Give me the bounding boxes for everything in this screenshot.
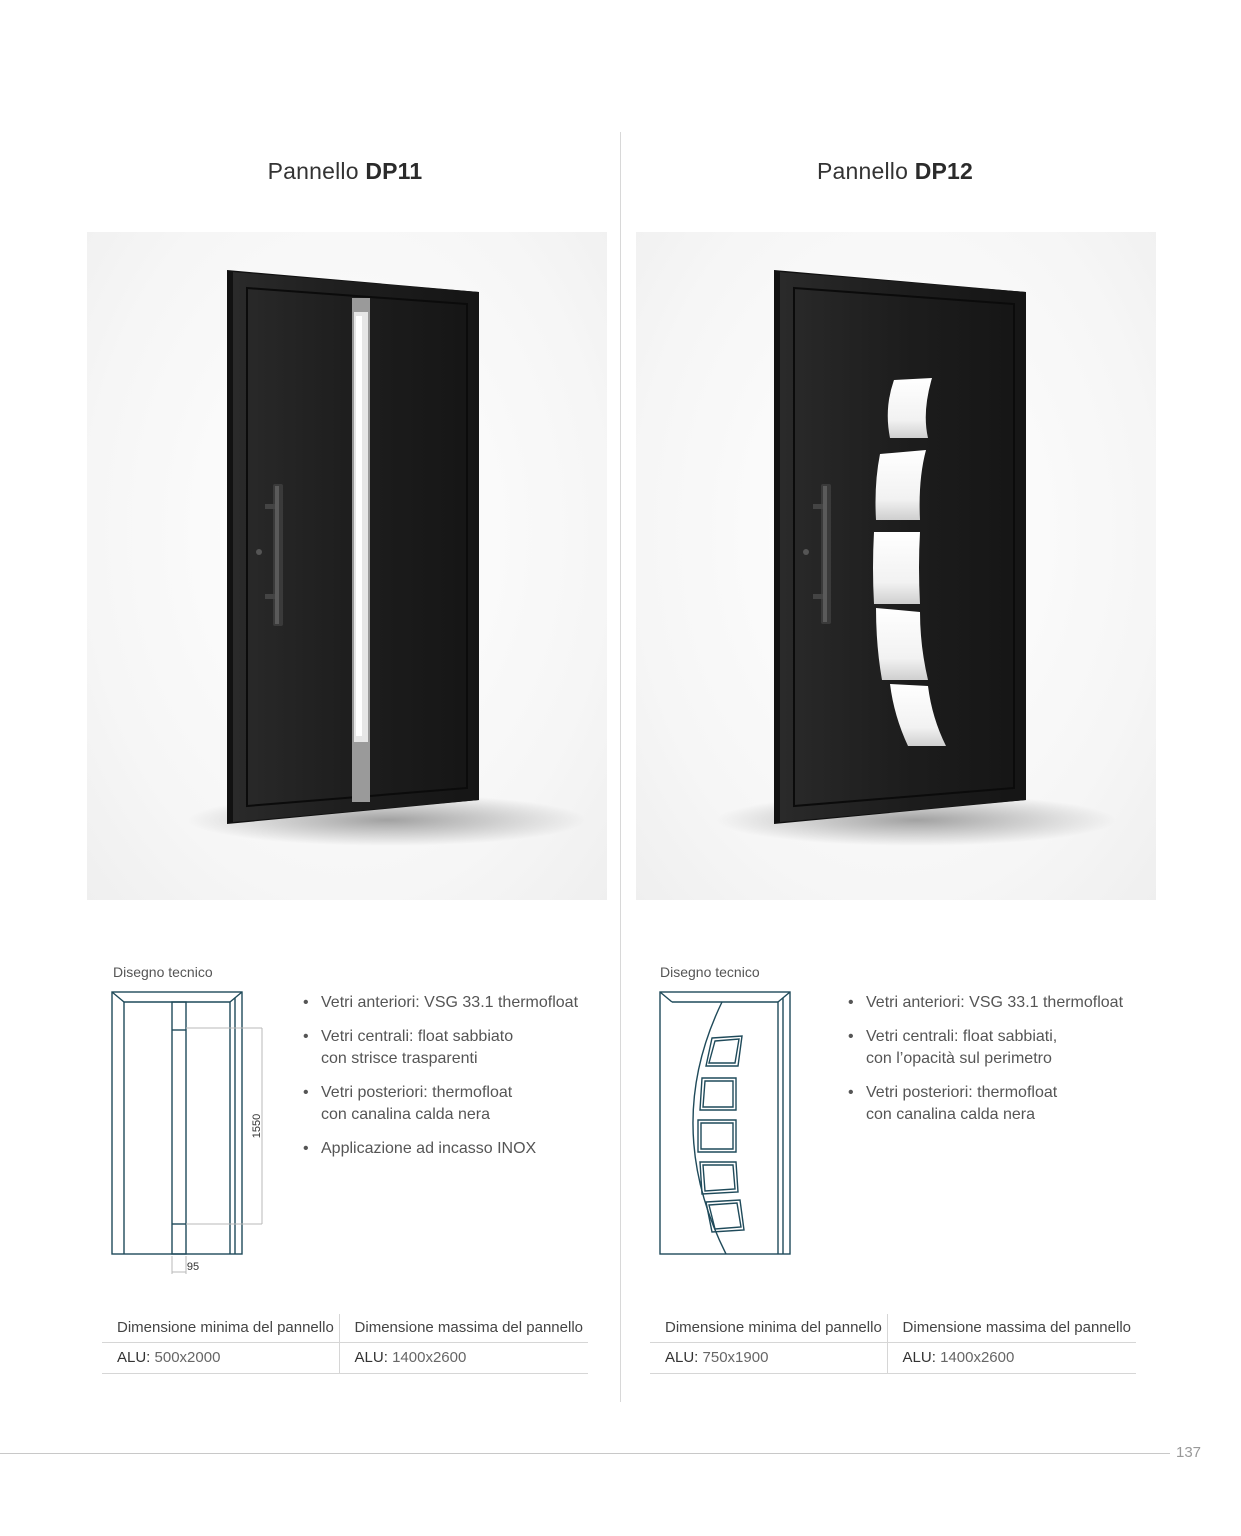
tech-drawing-label: Disegno tecnico <box>113 964 213 980</box>
panel-dp11 <box>0 0 620 1440</box>
feature-item: • Vetri anteriori: VSG 33.1 thermofloat <box>303 992 603 1014</box>
panel-title: Pannello DP12 <box>816 158 974 184</box>
technical-drawing <box>652 986 822 1291</box>
technical-drawing <box>104 986 274 1291</box>
feature-item: • Vetri posteriori: thermofloat con canalina calda nera <box>848 1082 1148 1126</box>
panel-title: Pannello DP11 <box>267 158 423 184</box>
max-dimension: ALU: 1400x2600 <box>887 1343 1136 1374</box>
header-max: Dimensione massima del pannello <box>887 1314 1136 1343</box>
feature-list <box>848 992 1148 1138</box>
feature-item: • Vetri anteriori: VSG 33.1 thermofloat <box>848 992 1148 1014</box>
min-dimension: ALU: 750x1900 <box>650 1343 887 1374</box>
tech-drawing-label: Disegno tecnico <box>660 964 760 980</box>
header-max: Dimensione massima del pannello <box>339 1314 588 1343</box>
panel-dp12 <box>620 0 1240 1440</box>
min-dimension: ALU: 500x2000 <box>102 1343 339 1374</box>
feature-item: • Vetri posteriori: thermofloat con canalina calda nera <box>303 1082 603 1126</box>
max-dimension: ALU: 1400x2600 <box>339 1343 588 1374</box>
feature-item: • Vetri centrali: float sabbiato con strisce trasparenti <box>303 1026 603 1070</box>
door-photo <box>636 232 1156 900</box>
footer-rule <box>0 1453 1170 1454</box>
feature-item: • Vetri centrali: float sabbiati, con l’opacità sul perimetro <box>848 1026 1148 1070</box>
dimension-width: 95 <box>186 1261 200 1273</box>
door-photo <box>87 232 607 900</box>
feature-list <box>303 992 603 1172</box>
dimensions-table <box>650 1314 1136 1374</box>
feature-item: • Applicazione ad incasso INOX <box>303 1138 603 1160</box>
page-number: 137 <box>1176 1444 1202 1461</box>
header-min: Dimensione minima del pannello <box>102 1314 339 1343</box>
dimensions-table <box>102 1314 588 1374</box>
header-min: Dimensione minima del pannello <box>650 1314 887 1343</box>
dimension-height: 1550 <box>251 1113 263 1139</box>
